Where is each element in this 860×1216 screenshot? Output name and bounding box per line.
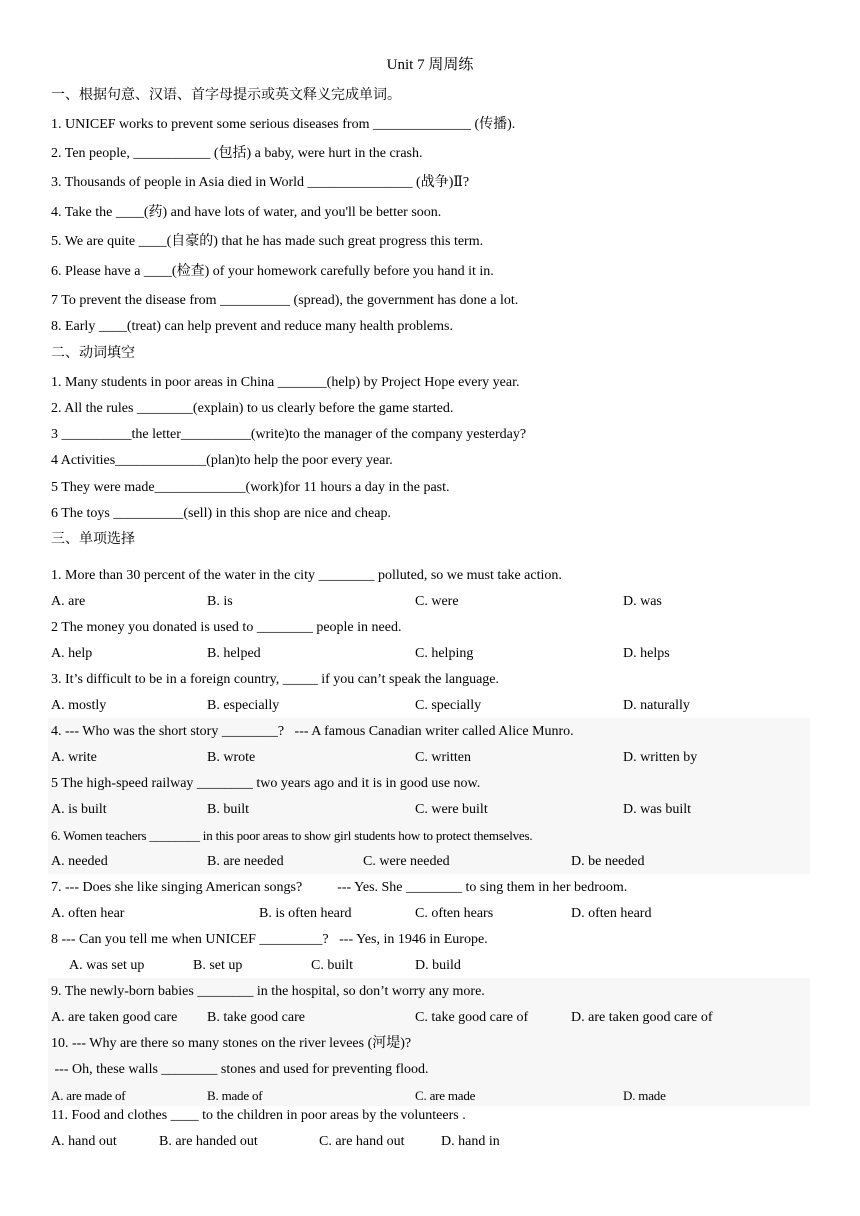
section2-item: 4 Activities_____________(plan)to help the poor every year. xyxy=(51,453,393,468)
option-d: D. was built xyxy=(623,802,692,817)
option-c: C. were built xyxy=(415,802,488,817)
question-stem: 6. Women teachers ________ in this poor areas to show girl students how to protect themselves. xyxy=(51,828,533,843)
option-c: C. take good care of xyxy=(415,1010,529,1025)
question-stem: 2 The money you donated is used to ________ people in need. xyxy=(51,620,402,635)
option-d: D. made xyxy=(623,1088,666,1103)
question-stem: 4. --- Who was the short story ________? --- A famous Canadian writer called Alice Munro. xyxy=(51,724,574,739)
question-stem: 10. --- Why are there so many stones on the river levees (河堤)? xyxy=(51,1036,412,1051)
option-d: D. was xyxy=(623,594,662,609)
option-d: D. naturally xyxy=(623,698,690,713)
option-b: B. made of xyxy=(207,1088,263,1103)
option-b: B. built xyxy=(207,802,250,817)
section2-item: 1. Many students in poor areas in China _______(help) by Project Hope every year. xyxy=(51,375,520,390)
option-c: C. built xyxy=(311,958,354,973)
option-d: D. build xyxy=(415,958,461,973)
question-stem: 1. More than 30 percent of the water in the city ________ polluted, so we must take action. xyxy=(51,568,562,583)
section3-heading: 三、单项选择 xyxy=(51,532,135,547)
option-a: A. are xyxy=(51,594,86,609)
section1-item: 3. Thousands of people in Asia died in World _______________ (战争)Ⅱ? xyxy=(51,175,470,190)
option-c: C. written xyxy=(415,750,471,765)
option-d: D. are taken good care of xyxy=(571,1010,713,1025)
page-title: Unit 7 周周练 xyxy=(386,57,474,73)
option-d: D. helps xyxy=(623,646,670,661)
option-b: B. especially xyxy=(207,698,280,713)
option-a: A. write xyxy=(51,750,97,765)
question-stem: 8 --- Can you tell me when UNICEF _________? --- Yes, in 1946 in Europe. xyxy=(51,932,488,947)
section2-heading: 二、动词填空 xyxy=(51,346,135,361)
option-c: C. are made xyxy=(415,1088,476,1103)
question-stem: 5 The high-speed railway ________ two years ago and it is in good use now. xyxy=(51,776,481,791)
question-stem-continued: --- Oh, these walls ________ stones and used for preventing flood. xyxy=(51,1062,429,1077)
section1-item: 6. Please have a ____(检查) of your homework carefully before you hand it in. xyxy=(51,264,494,279)
section1-heading: 一、根据句意、汉语、首字母提示或英文释义完成单词。 xyxy=(51,88,401,103)
section1-item: 7 To prevent the disease from __________ (spread), the government has done a lot. xyxy=(51,293,519,308)
section1-item: 5. We are quite ____(自豪的) that he has made such great progress this term. xyxy=(51,234,484,249)
option-c: C. often hears xyxy=(415,906,494,921)
option-c: C. were needed xyxy=(363,854,450,869)
option-b: B. are needed xyxy=(207,854,284,869)
section1-item: 4. Take the ____(药) and have lots of water, and you'll be better soon. xyxy=(51,205,442,220)
question-stem: 3. It’s difficult to be in a foreign country, _____ if you can’t speak the language. xyxy=(51,672,500,687)
option-b: B. is often heard xyxy=(259,906,352,921)
option-b: B. are handed out xyxy=(159,1134,258,1149)
option-a: A. are taken good care xyxy=(51,1010,178,1025)
option-b: B. wrote xyxy=(207,750,256,765)
question-stem: 11. Food and clothes ____ to the children in poor areas by the volunteers . xyxy=(51,1108,466,1123)
option-c: C. specially xyxy=(415,698,482,713)
option-a: A. help xyxy=(51,646,93,661)
option-d: D. often heard xyxy=(571,906,652,921)
option-a: A. are made of xyxy=(51,1088,126,1103)
question-stem: 7. --- Does she like singing American songs? --- Yes. She ________ to sing them in her bedroom. xyxy=(51,880,628,895)
option-a: A. is built xyxy=(51,802,107,817)
option-a: A. needed xyxy=(51,854,108,869)
section1-item: 2. Ten people, ___________ (包括) a baby, were hurt in the crash. xyxy=(51,146,423,161)
option-b: B. set up xyxy=(193,958,243,973)
option-c: C. were xyxy=(415,594,459,609)
option-d: D. written by xyxy=(623,750,698,765)
option-a: A. hand out xyxy=(51,1134,117,1149)
section2-item: 3 __________the letter__________(write)to the manager of the company yesterday? xyxy=(51,427,527,442)
option-a: A. mostly xyxy=(51,698,107,713)
option-d: D. be needed xyxy=(571,854,645,869)
option-b: B. is xyxy=(207,594,233,609)
section2-item: 2. All the rules ________(explain) to us clearly before the game started. xyxy=(51,401,454,416)
option-a: A. often hear xyxy=(51,906,125,921)
section2-item: 6 The toys __________(sell) in this shop are nice and cheap. xyxy=(51,506,391,521)
option-d: D. hand in xyxy=(441,1134,500,1149)
section2-item: 5 They were made_____________(work)for 11 hours a day in the past. xyxy=(51,480,450,495)
section1-item: 1. UNICEF works to prevent some serious diseases from ______________ (传播). xyxy=(51,117,516,132)
option-b: B. helped xyxy=(207,646,261,661)
section1-item: 8. Early ____(treat) can help prevent and reduce many health problems. xyxy=(51,319,453,334)
option-b: B. take good care xyxy=(207,1010,305,1025)
option-c: C. helping xyxy=(415,646,474,661)
question-stem: 9. The newly-born babies ________ in the hospital, so don’t worry any more. xyxy=(51,984,485,999)
option-a: A. was set up xyxy=(69,958,145,973)
shaded-block-q4-q6 xyxy=(48,718,810,874)
option-c: C. are hand out xyxy=(319,1134,405,1149)
